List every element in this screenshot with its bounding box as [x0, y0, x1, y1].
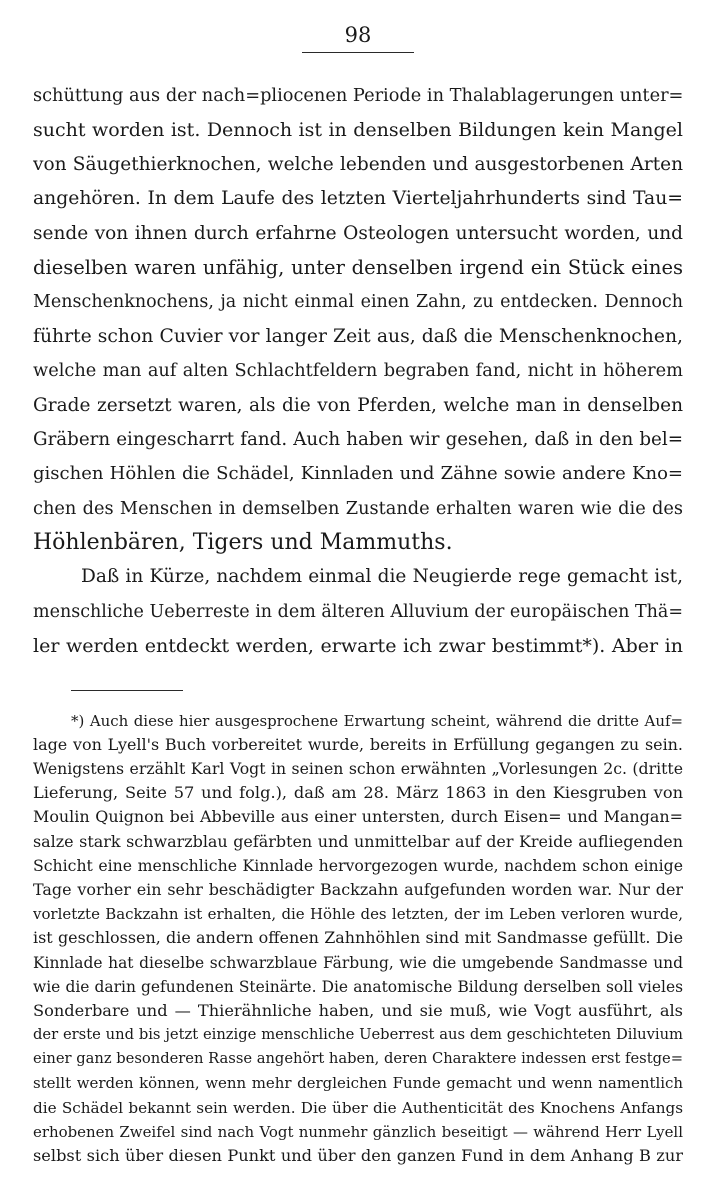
- body-line: menschliche Ueberreste in dem älteren Alluvium der europäischen Thä=: [33, 601, 683, 622]
- body-line: Grade zersetzt waren, als die von Pferden, welche man in denselben: [33, 394, 683, 416]
- body-line: Höhlenbären, Tigers und Mammuths.: [33, 530, 453, 556]
- body-line: angehören. In dem Laufe des letzten Vierteljahrhunderts sind Tau=: [33, 188, 683, 210]
- body-line: schüttung aus der nach=pliocenen Periode in Thalablagerungen unter=: [33, 86, 683, 106]
- footnote-line: Schicht eine menschliche Kinnlade hervorgezogen wurde, nachdem schon einige: [33, 855, 683, 875]
- body-line: gischen Höhlen die Schädel, Kinnladen und Zähne sowie andere Kno=: [33, 463, 683, 485]
- footnote-line: lage von Lyell's Buch vorbereitet wurde, bereits in Erfüllung gegangen zu sein.: [33, 734, 683, 754]
- footnote-rule: [71, 690, 183, 691]
- footnote-line: Lieferung, Seite 57 und folg.), daß am 28. März 1863 in den Kiesgruben von: [33, 783, 683, 803]
- footnote-line: ist geschlossen, die andern offenen Zahnhöhlen sind mit Sandmasse gefüllt. Die: [33, 928, 683, 948]
- footnote-line: vorletzte Backzahn ist erhalten, die Höhle des letzten, der im Leben verloren wurde,: [33, 905, 683, 924]
- footnote-line: Wenigstens erzählt Karl Vogt in seinen schon erwähnten „Vorlesungen 2c. (dritte: [33, 759, 683, 779]
- body-line: chen des Menschen in demselben Zustande erhalten waren wie die des: [33, 498, 683, 519]
- footnote-line: wie die darin gefundenen Steinärte. Die anatomische Bildung derselben soll vieles: [33, 977, 683, 996]
- footnote-line: erhobenen Zweifel sind nach Vogt nunmehr gänzlich beseitigt — während Herr Lyell: [33, 1122, 683, 1141]
- footnote-line: *) Auch diese hier ausgesprochene Erwartung scheint, während die dritte Auf=: [71, 711, 683, 730]
- body-line: welche man auf alten Schlachtfeldern begraben fand, nicht in höherem: [33, 361, 683, 382]
- body-line: Gräbern eingescharrt fand. Auch haben wir gesehen, daß in den bel=: [33, 428, 683, 450]
- footnote-line: stellt werden können, wenn mehr dergleichen Funde gemacht und wenn namentlich: [33, 1074, 683, 1093]
- footnote-line: einer ganz besonderen Rasse angehört haben, deren Charaktere indessen erst festge=: [33, 1050, 683, 1068]
- body-line: Daß in Kürze, nachdem einmal die Neugierde rege gemacht ist,: [81, 566, 683, 588]
- footnote-line: salze stark schwarzblau gefärbten und unmittelbar auf der Kreide aufliegenden: [33, 831, 683, 851]
- footnote-line: Moulin Quignon bei Abbeville aus einer untersten, durch Eisen= und Mangan=: [33, 807, 683, 827]
- footnote: [33, 709, 683, 1169]
- body-line: führte schon Cuvier vor langer Zeit aus, daß die Menschenknochen,: [33, 325, 683, 347]
- header-rule: [302, 52, 414, 53]
- body-line: Menschenknochens, ja nicht einmal einen Zahn, zu entdecken. Dennoch: [33, 292, 683, 313]
- body-line: sucht worden ist. Dennoch ist in denselben Bildungen kein Mangel: [33, 119, 683, 142]
- footnote-line: Tage vorher ein sehr beschädigter Backzahn aufgefunden worden war. Nur der: [33, 879, 683, 899]
- body-line: ler werden entdeckt werden, erwarte ich zwar bestimmt*). Aber in: [33, 635, 683, 658]
- footnote-line: der erste und bis jetzt einzige menschliche Ueberrest aus dem geschichteten Diluvium: [33, 1026, 683, 1044]
- body-line: sende von ihnen durch erfahrne Osteologen untersucht worden, und: [33, 222, 683, 244]
- footnote-line: die Schädel bekannt sein werden. Die über die Authenticität des Knochens Anfangs: [33, 1098, 683, 1117]
- footnote-line: Sonderbare und — Thierähnliche haben, und sie muß, wie Vogt ausführt, als: [33, 1000, 683, 1020]
- footnote-line: Kinnlade hat dieselbe schwarzblaue Färbung, wie die umgebende Sandmasse und: [33, 953, 683, 972]
- footnote-line: selbst sich über diesen Punkt und über den ganzen Fund in dem Anhang B zur: [33, 1146, 683, 1166]
- body-line: dieselben waren unfähig, unter denselben irgend ein Stück eines: [33, 255, 683, 279]
- page-number: 98: [344, 23, 372, 47]
- body-text: [33, 79, 683, 664]
- body-line: von Säugethierknochen, welche lebenden und ausgestorbenen Arten: [33, 153, 683, 175]
